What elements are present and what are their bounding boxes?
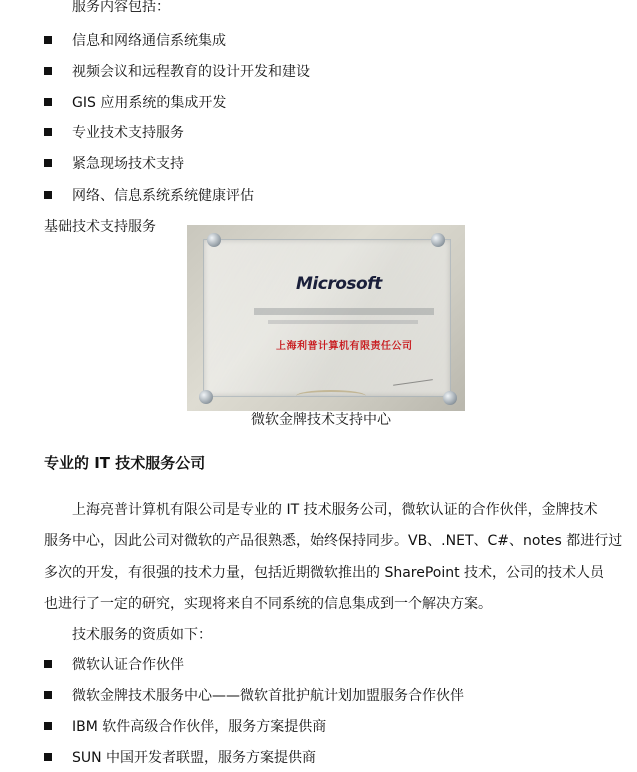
service-item: 信息和网络通信系统集成 (72, 33, 226, 49)
service-item: 专业技术支持服务 (72, 125, 184, 141)
photo-caption: 微软金牌技术支持中心 (251, 412, 391, 428)
glass-plaque (203, 239, 451, 397)
service-item: 视频会议和远程教育的设计开发和建设 (72, 64, 310, 80)
qualification-item: 微软金牌技术服务中心——微软首批护航计划加盟服务合作伙伴 (72, 688, 464, 704)
qualification-intro: 技术服务的资质如下： (72, 627, 212, 643)
services-intro: 服务内容包括： (72, 0, 170, 15)
qualification-item: IBM 软件高级合作伙伴，服务方案提供商 (72, 719, 327, 735)
bullet-icon (44, 753, 52, 761)
service-item: 紧急现场技术支持 (72, 156, 184, 172)
paragraph-line: 上海亮普计算机有限公司是专业的 IT 技术服务公司，微软认证的合作伙伴，金牌技术 (72, 502, 598, 518)
plaque-company-name: 上海利普计算机有限责任公司 (276, 341, 413, 352)
basic-support-label: 基础技术支持服务 (44, 219, 156, 235)
service-item: 网络、信息系统系统健康评估 (72, 188, 254, 204)
paragraph-line: 服务中心，因此公司对微软的产品很熟悉，始终保持同步。VB、.NET、C#、notes 都进行过 (44, 533, 623, 549)
service-item: GIS 应用系统的集成开发 (72, 95, 227, 111)
signature-mark (391, 365, 433, 385)
bullet-icon (44, 128, 52, 136)
mount-post-icon (199, 390, 213, 404)
mount-post-icon (207, 233, 221, 247)
paragraph-line: 多次的开发，有很强的技术力量，包括近期微软推出的 SharePoint 技术，公司的技术人员 (44, 565, 605, 581)
bullet-icon (44, 191, 52, 199)
bullet-icon (44, 660, 52, 668)
mount-post-icon (443, 391, 457, 405)
certificate-photo (187, 225, 465, 411)
decorative-wave (296, 390, 366, 402)
plaque-faint-text (268, 320, 418, 324)
bullet-icon (44, 67, 52, 75)
plaque-faint-text (254, 308, 434, 315)
qualification-item: 微软认证合作伙伴 (72, 657, 184, 673)
qualification-item: SUN 中国开发者联盟，服务方案提供商 (72, 750, 317, 766)
bullet-icon (44, 98, 52, 106)
mount-post-icon (431, 233, 445, 247)
paragraph-line: 也进行了一定的研究，实现将来自不同系统的信息集成到一个解决方案。 (44, 596, 492, 612)
bullet-icon (44, 722, 52, 730)
bullet-icon (44, 36, 52, 44)
microsoft-logo: Microsoft (296, 274, 382, 294)
section-heading: 专业的 IT 技术服务公司 (44, 454, 206, 472)
bullet-icon (44, 159, 52, 167)
bullet-icon (44, 691, 52, 699)
